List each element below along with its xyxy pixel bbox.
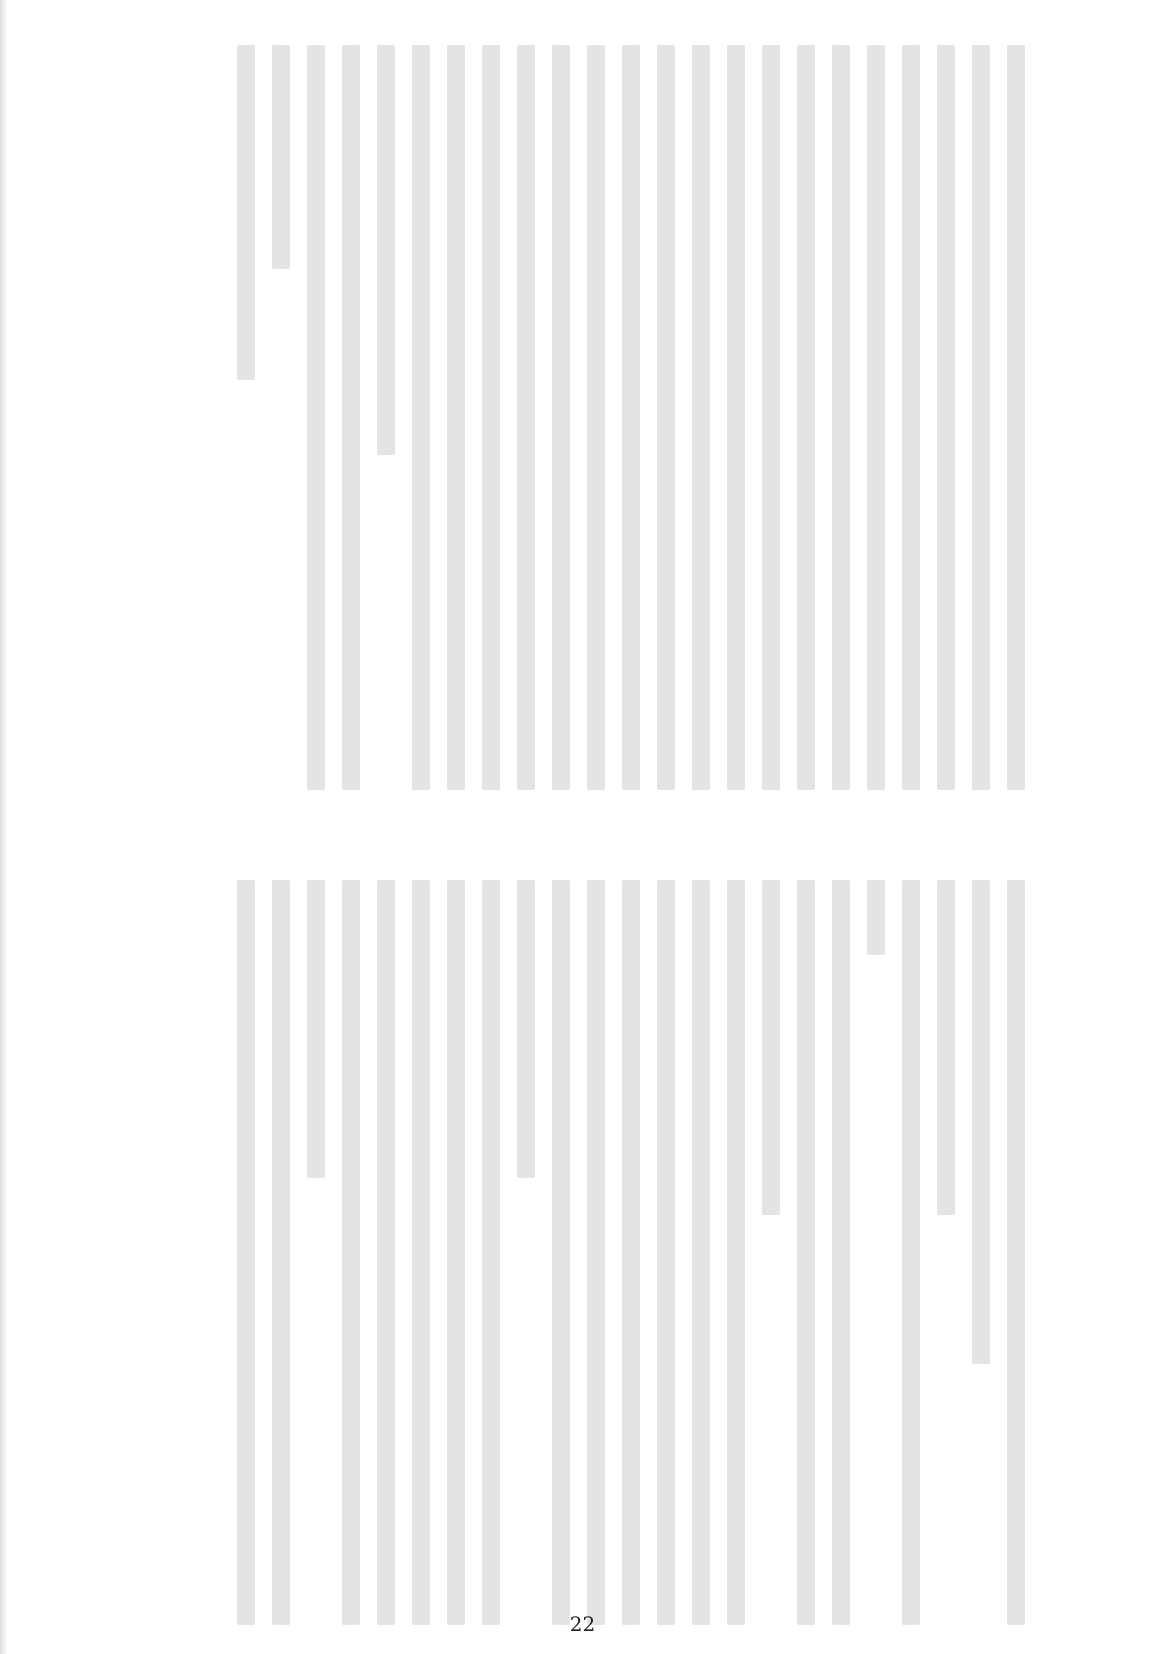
redacted-text-column <box>272 880 290 1625</box>
redacted-text-column <box>412 45 430 790</box>
redacted-text-column <box>937 880 955 1215</box>
redacted-text-column <box>447 880 465 1625</box>
redacted-text-column <box>727 880 745 1625</box>
redacted-text-column <box>1007 45 1025 790</box>
redacted-text-column <box>797 880 815 1625</box>
redacted-text-column <box>727 45 745 790</box>
redacted-text-column <box>902 880 920 1625</box>
redacted-text-column <box>237 880 255 1625</box>
redacted-text-column <box>307 880 325 1178</box>
redacted-text-column <box>552 880 570 1625</box>
redacted-text-column <box>657 880 675 1625</box>
redacted-text-column <box>797 45 815 790</box>
redacted-text-column <box>972 45 990 790</box>
redacted-text-column <box>517 45 535 790</box>
redacted-text-column <box>832 45 850 790</box>
redacted-text-column <box>622 880 640 1625</box>
redacted-text-column <box>307 45 325 790</box>
redacted-text-column <box>342 45 360 790</box>
redacted-text-column <box>657 45 675 790</box>
redacted-text-column <box>937 45 955 790</box>
redacted-text-column <box>482 880 500 1625</box>
redacted-text-column <box>867 880 885 955</box>
redacted-text-column <box>762 45 780 790</box>
redacted-text-column <box>587 880 605 1625</box>
redacted-text-column <box>692 880 710 1625</box>
redacted-text-column <box>237 45 255 380</box>
redacted-text-column <box>832 880 850 1625</box>
text-block-upper-redacted <box>150 45 1025 790</box>
redacted-text-column <box>902 45 920 790</box>
redacted-text-column <box>587 45 605 790</box>
page-number: 22 <box>569 1612 596 1636</box>
redacted-text-column <box>867 45 885 790</box>
redacted-text-column <box>622 45 640 790</box>
redacted-text-column <box>272 45 290 269</box>
redacted-text-column <box>342 880 360 1625</box>
redacted-text-column <box>762 880 780 1215</box>
redacted-text-column <box>482 45 500 790</box>
redacted-text-column <box>377 45 395 455</box>
redacted-text-column <box>377 880 395 1625</box>
page-edge-shadow <box>0 0 8 1654</box>
redacted-text-column <box>972 880 990 1364</box>
redacted-text-column <box>692 45 710 790</box>
redacted-text-column <box>552 45 570 790</box>
redacted-text-column <box>447 45 465 790</box>
text-block-lower-redacted <box>150 880 1025 1625</box>
redacted-text-column <box>517 880 535 1178</box>
redacted-text-column <box>412 880 430 1625</box>
redacted-text-column <box>1007 880 1025 1625</box>
